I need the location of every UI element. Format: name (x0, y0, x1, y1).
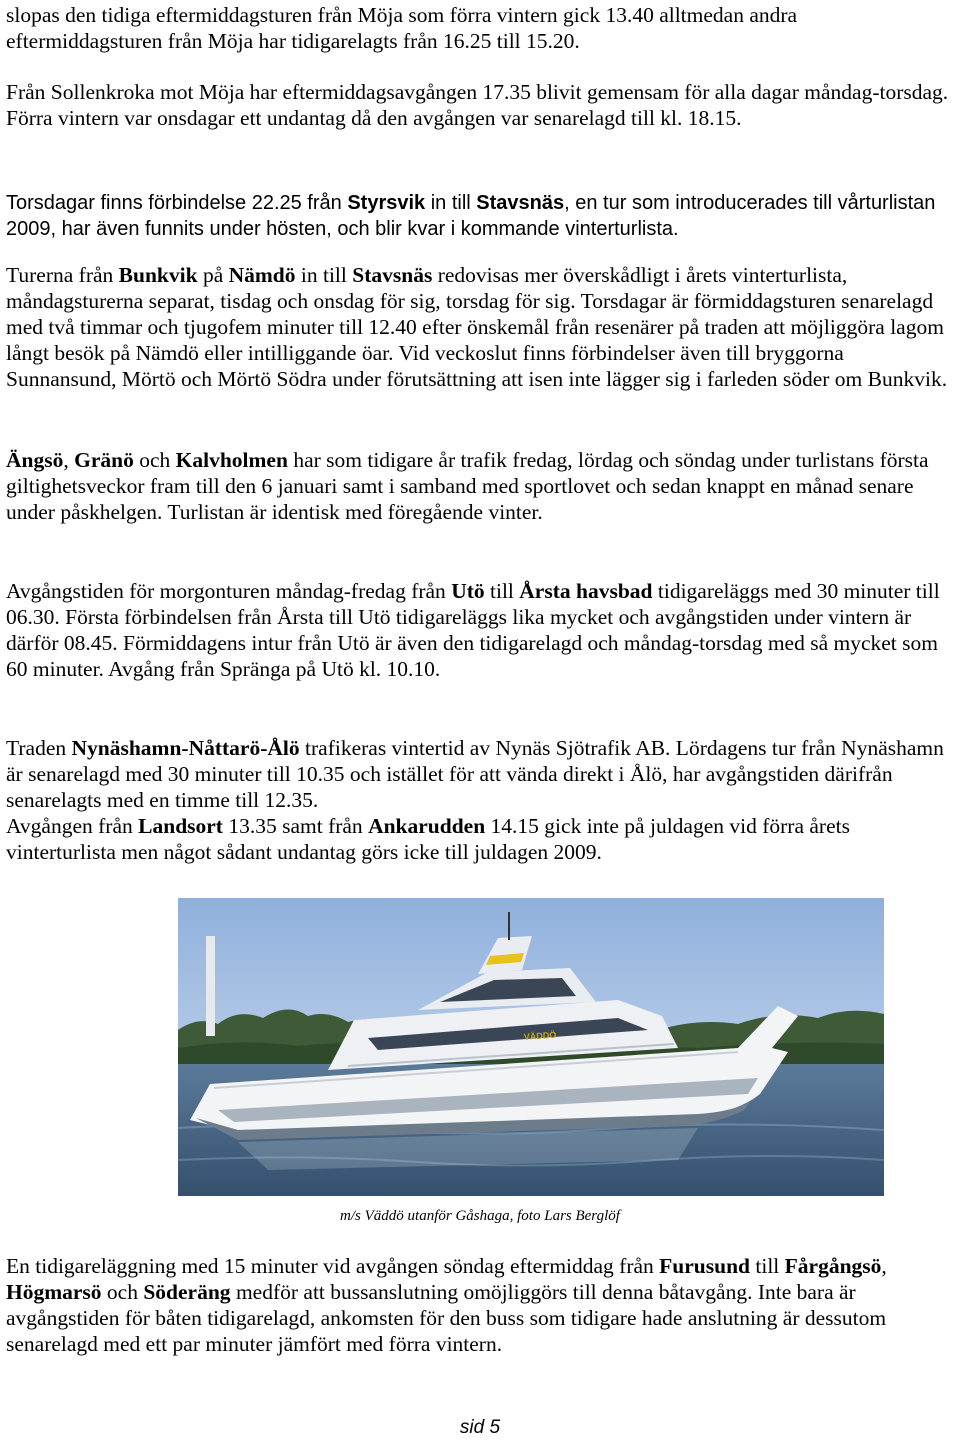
paragraph-styrsvik: Torsdagar finns förbindelse 22.25 från Styrsvik in till Stavsnäs, en tur som introducerades till vårturlistan 2009, har även funnits under hösten, och blir kvar i kommande vinterturlista. (6, 192, 936, 240)
place-soderang: Söderäng (143, 1280, 231, 1304)
place-ankarudden: Ankarudden (368, 814, 486, 838)
paragraph-nynashamn: Traden Nynäshamn-Nåttarö-Ålö trafikeras vintertid av Nynäs Sjötrafik AB. Lördagens tur från Nynäshamn är senarelagd med 30 minuter till 10.35 och istället för att vända direkt i Ålö, har avgångstiden därifrån senarelagts med en timme till 12.35. (6, 736, 944, 812)
paragraph-uto: Avgångstiden för morgonturen måndag-fredag från Utö till Årsta havsbad tidigareläggs med 30 minuter till 06.30. Första förbindelsen från Årsta till Utö tidigareläggs lika mycket och avgångstiden under vintern är därför 08.45. Förmiddagens intur från Utö är även den tidigarelagd och måndag-torsdag med så mycket som 60 minuter. Avgång från Spränga på Utö kl. 10.10. (6, 579, 940, 681)
ferry-illustration (178, 898, 884, 1196)
paragraph-sollenkroka: Från Sollenkroka mot Möja har eftermiddagsavgången 17.35 blivit gemensam för alla dagar måndag-torsdag. Förra vintern var onsdagar ett undantag då den avgången var senarelagd till kl. 18.15. (6, 80, 949, 130)
route-nynashamn-nattaro-alo: Nynäshamn-Nåttarö-Ålö (71, 736, 300, 760)
paragraph-moja-afternoon: slopas den tidiga eftermiddagsturen från Möja som förra vintern gick 13.40 alltmedan andra eftermiddagsturen från Möja har tidigarelagts från 16.25 till 15.20. (6, 3, 798, 53)
paragraph-angso: Ängsö, Gränö och Kalvholmen har som tidigare år trafik fredag, lördag och söndag under turlistans första giltighetsveckor fram till den 6 januari samt i samband med sportlovet och sedan knappt en månad senare under påskhelgen. Turlistan är identisk med föregående vinter. (6, 448, 929, 524)
ship-name-label: VÄDDÖ (523, 1029, 557, 1042)
place-uto: Utö (451, 579, 485, 603)
ferry-photo (178, 898, 884, 1196)
place-arsta-havsbad: Årsta havsbad (519, 579, 653, 603)
place-styrsvik: Styrsvik (347, 192, 426, 214)
chimney (206, 936, 215, 1036)
place-landsort: Landsort (138, 814, 223, 838)
place-furusund: Furusund (659, 1254, 751, 1278)
place-grano: Gränö (74, 448, 134, 472)
place-angso: Ängsö (6, 448, 64, 472)
place-hogmarso: Högmarsö (6, 1280, 102, 1304)
place-kalvholmen: Kalvholmen (175, 448, 288, 472)
place-stavsnas: Stavsnäs (352, 263, 433, 287)
place-stavsnas: Stavsnäs (476, 192, 565, 214)
place-fargangso: Fårgångsö (784, 1254, 882, 1278)
paragraph-bunkvik: Turerna från Bunkvik på Nämdö in till Stavsnäs redovisas mer överskådligt i årets vinterturlista, måndagsturerna separat, tisdag och onsdag för sig, torsdag för sig. Torsdagar är förmiddagsturen senarelagd med två timmar och tjugofem minuter till 12.40 efter önskemål från resenärer på traden att möjliggöra lagom långt besök på Nämdö eller intilliggande öar. Vid veckoslut finns förbindelser även till bryggorna Sunnansund, Mörtö och Mörtö Södra under förutsättning att isen inte lägger sig i farleden söder om Bunkvik. (6, 263, 948, 391)
photo-caption: m/s Väddö utanför Gåshaga, foto Lars Berglöf (340, 1208, 620, 1224)
place-bunkvik: Bunkvik (118, 263, 198, 287)
page-number: sid 5 (459, 1417, 501, 1438)
paragraph-furusund: En tidigareläggning med 15 minuter vid avgången söndag eftermiddag från Furusund till Fårgångsö, Högmarsö och Söderäng medför att bussanslutning omöjliggörs till denna båtavgång. Inte bara är avgångstiden för båten tidigarelagd, ankomsten för den buss som tidigare hade anslutning är dessutom senarelagd med ett par minuter jämfört med förra vintern. (6, 1254, 887, 1356)
place-namdo: Nämdö (228, 263, 296, 287)
paragraph-landsort: Avgången från Landsort 13.35 samt från Ankarudden 14.15 gick inte på juldagen vid förra årets vinterturlista men något sådant undantag görs icke till juldagen 2009. (6, 814, 850, 864)
